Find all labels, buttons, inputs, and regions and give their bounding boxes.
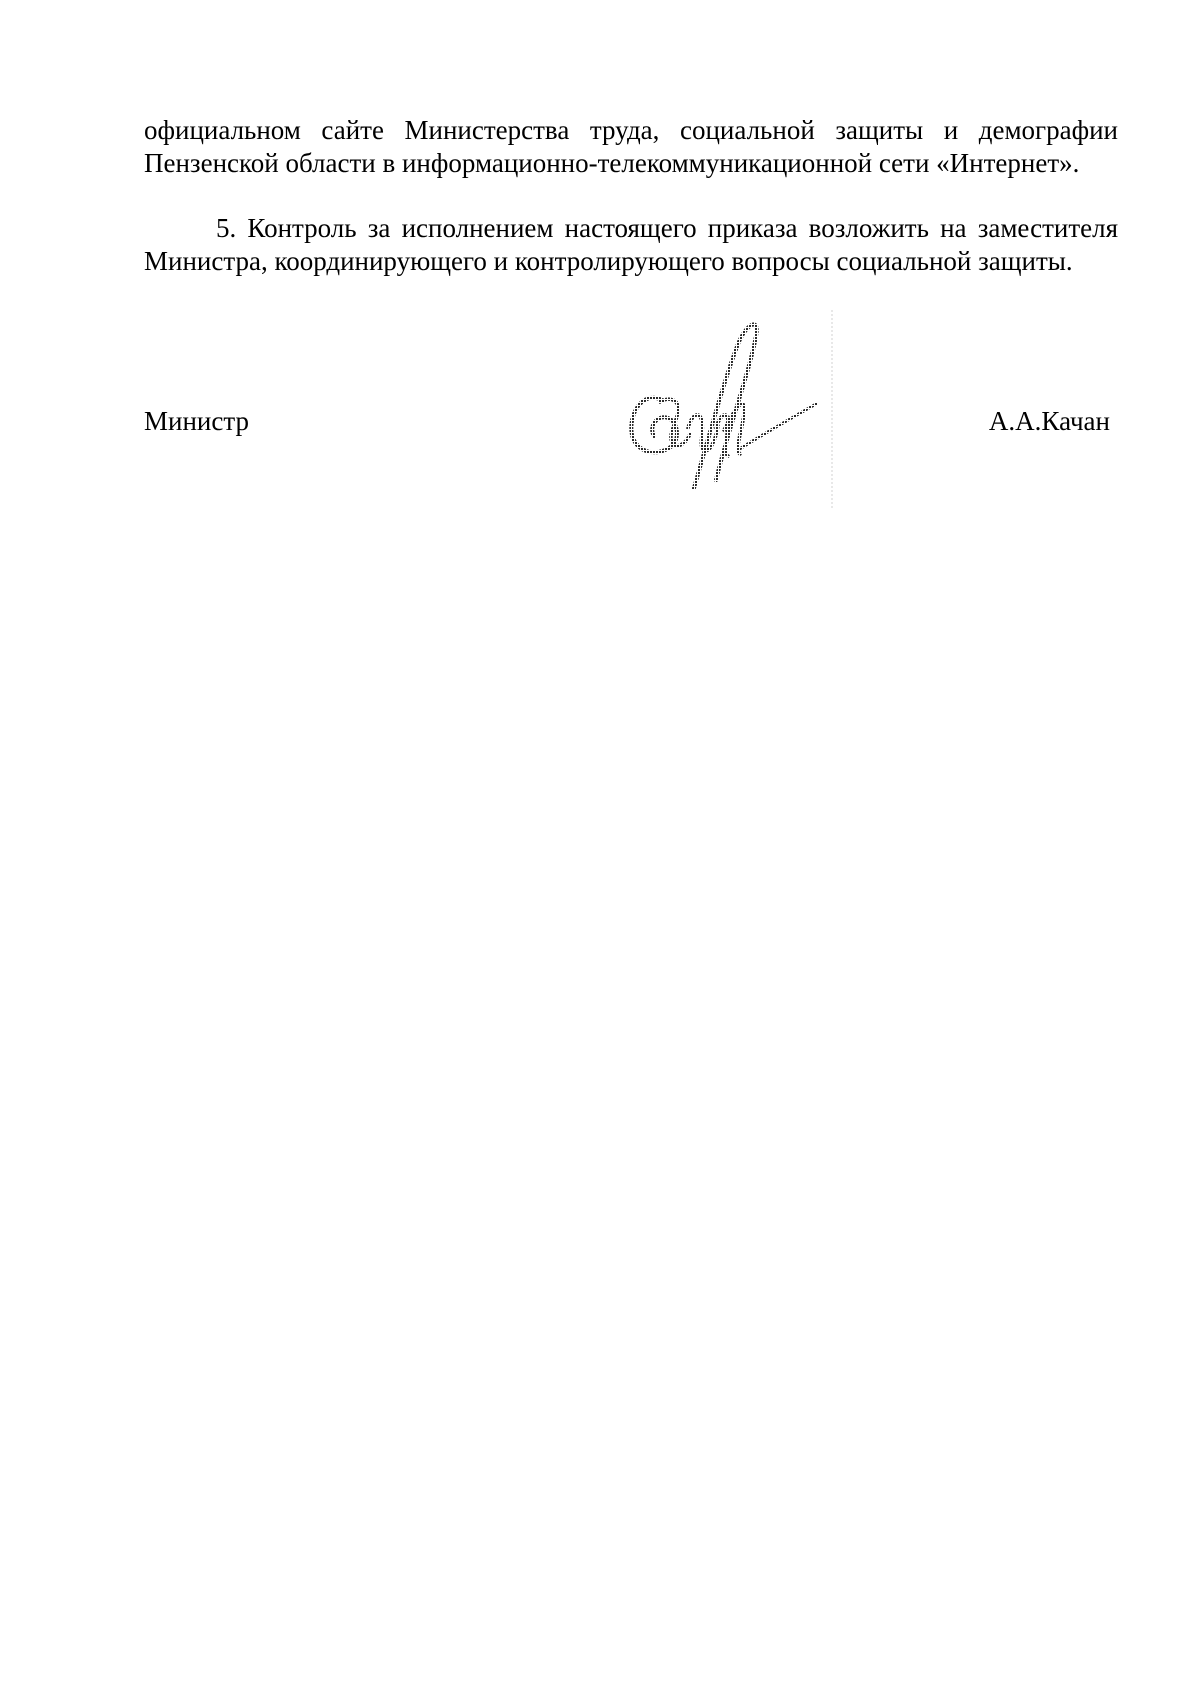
signatory-title: Министр	[144, 406, 249, 436]
paragraph-publication: официальном сайте Министерства труда, социальной защиты и демографии Пензенской области в информационно-телекоммуникационной сети «Интернет».	[144, 115, 1118, 178]
paragraph-control: 5. Контроль за исполнением настоящего приказа возложить на заместителя Министра, координирующего и контролирующего вопросы социальной защиты.	[144, 213, 1118, 276]
signatory-name: А.А.Качан	[988, 406, 1110, 436]
handwritten-signature-icon	[620, 310, 840, 530]
